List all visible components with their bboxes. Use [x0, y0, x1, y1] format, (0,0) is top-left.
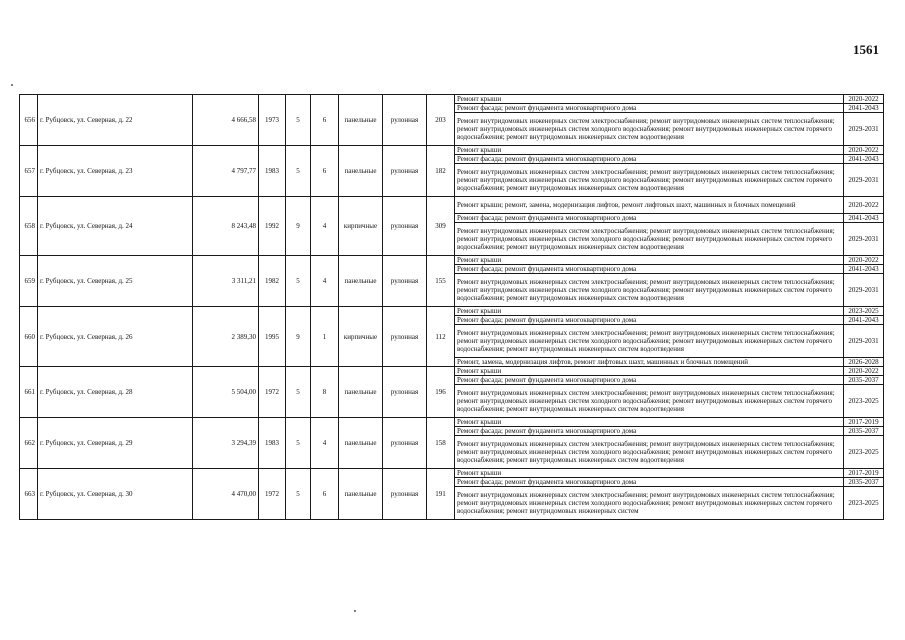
address-cell: г. Рубцовск, ул. Северная, д. 24 — [38, 197, 193, 256]
entrances-cell: 4 — [311, 256, 339, 307]
area-cell: 4 666,58 — [193, 95, 259, 146]
residents-cell: 158 — [427, 418, 455, 469]
work-type-cell: Ремонт крыши — [455, 367, 844, 376]
table-row — [20, 95, 884, 104]
row-number: 663 — [20, 469, 38, 520]
period-cell: 2041-2043 — [844, 265, 884, 274]
entrances-cell: 6 — [311, 146, 339, 197]
floors-cell: 5 — [286, 256, 311, 307]
address-cell: г. Рубцовск, ул. Северная, д. 30 — [38, 469, 193, 520]
table-row — [20, 146, 884, 155]
row-number: 658 — [20, 197, 38, 256]
work-type-cell: Ремонт крыши — [455, 469, 844, 478]
year-cell: 1983 — [259, 418, 286, 469]
year-cell: 1972 — [259, 367, 286, 418]
residents-cell: 155 — [427, 256, 455, 307]
work-type-cell: Ремонт внутридомовых инженерных систем электроснабжения; ремонт внутридомовых инженерных систем теплоснабжения; ремонт внутридомовых инженерных систем холодного водоснабжения; ремонт внутридомовых инженерных систем горячего водоснабжения; ремонт внутридомовых инженерных систем водоотведения — [455, 164, 844, 197]
residents-cell: 196 — [427, 367, 455, 418]
work-type-cell: Ремонт крыши — [455, 256, 844, 265]
floors-cell: 5 — [286, 95, 311, 146]
period-cell: 2023-2025 — [844, 436, 884, 469]
work-type-cell: Ремонт, замена, модернизация лифтов, ремонт лифтовых шахт, машинных и блочных помещений — [455, 358, 844, 367]
address-cell: г. Рубцовск, ул. Северная, д. 29 — [38, 418, 193, 469]
table-row — [20, 367, 884, 376]
period-cell: 2026-2028 — [844, 358, 884, 367]
work-type-cell: Ремонт внутридомовых инженерных систем электроснабжения; ремонт внутридомовых инженерных систем теплоснабжения; ремонт внутридомовых инженерных систем холодного водоснабжения; ремонт внутридомовых инженерных систем горячего водоснабжения; ремонт внутридомовых инженерных систем водоотведения — [455, 274, 844, 307]
period-cell: 2023-2025 — [844, 385, 884, 418]
entrances-cell: 8 — [311, 367, 339, 418]
address-cell: г. Рубцовск, ул. Северная, д. 22 — [38, 95, 193, 146]
residents-cell: 182 — [427, 146, 455, 197]
address-cell: г. Рубцовск, ул. Северная, д. 26 — [38, 307, 193, 367]
entrances-cell: 6 — [311, 95, 339, 146]
floors-cell: 9 — [286, 307, 311, 367]
row-number: 660 — [20, 307, 38, 367]
wall-material-cell: кирпичные — [339, 307, 383, 367]
wall-material-cell: кирпичные — [339, 197, 383, 256]
row-number: 657 — [20, 146, 38, 197]
period-cell: 2035-2037 — [844, 427, 884, 436]
area-cell: 2 389,30 — [193, 307, 259, 367]
housing-repair-table — [19, 94, 884, 520]
roof-type-cell: рулонная — [383, 418, 427, 469]
period-cell: 2035-2037 — [844, 478, 884, 487]
area-cell: 3 294,39 — [193, 418, 259, 469]
residents-cell: 191 — [427, 469, 455, 520]
period-cell: 2017-2019 — [844, 469, 884, 478]
period-cell: 2023-2025 — [844, 307, 884, 316]
work-type-cell: Ремонт внутридомовых инженерных систем электроснабжения; ремонт внутридомовых инженерных систем теплоснабжения; ремонт внутридомовых инженерных систем холодного водоснабжения; ремонт внутридомовых инженерных систем горячего водоснабжения; ремонт внутридомовых инженерных систем — [455, 487, 844, 520]
entrances-cell: 4 — [311, 197, 339, 256]
address-cell: г. Рубцовск, ул. Северная, д. 23 — [38, 146, 193, 197]
entrances-cell: 1 — [311, 307, 339, 367]
period-cell: 2020-2022 — [844, 256, 884, 265]
period-cell: 2029-2031 — [844, 325, 884, 358]
wall-material-cell: панельные — [339, 256, 383, 307]
table-row — [20, 307, 884, 316]
work-type-cell: Ремонт внутридомовых инженерных систем электроснабжения; ремонт внутридомовых инженерных систем теплоснабжения; ремонт внутридомовых инженерных систем холодного водоснабжения; ремонт внутридомовых инженерных систем горячего водоснабжения; ремонт внутридомовых инженерных систем водоотведения — [455, 385, 844, 418]
year-cell: 1983 — [259, 146, 286, 197]
work-type-cell: Ремонт фасада; ремонт фундамента многоквартирного дома — [455, 427, 844, 436]
area-cell: 4 470,00 — [193, 469, 259, 520]
period-cell: 2029-2031 — [844, 164, 884, 197]
floors-cell: 9 — [286, 197, 311, 256]
area-cell: 4 797,77 — [193, 146, 259, 197]
year-cell: 1982 — [259, 256, 286, 307]
address-cell: г. Рубцовск, ул. Северная, д. 28 — [38, 367, 193, 418]
floors-cell: 5 — [286, 418, 311, 469]
work-type-cell: Ремонт внутридомовых инженерных систем электроснабжения; ремонт внутридомовых инженерных систем теплоснабжения; ремонт внутридомовых инженерных систем холодного водоснабжения; ремонт внутридомовых инженерных систем горячего водоснабжения; ремонт внутридомовых инженерных систем водоотведения — [455, 436, 844, 469]
work-type-cell: Ремонт крыши — [455, 146, 844, 155]
table-row — [20, 469, 884, 478]
period-cell: 2020-2022 — [844, 95, 884, 104]
work-type-cell: Ремонт фасада; ремонт фундамента многоквартирного дома — [455, 155, 844, 164]
area-cell: 8 243,48 — [193, 197, 259, 256]
floors-cell: 5 — [286, 146, 311, 197]
wall-material-cell: панельные — [339, 95, 383, 146]
work-type-cell: Ремонт крыши — [455, 95, 844, 104]
period-cell: 2041-2043 — [844, 104, 884, 113]
roof-type-cell: рулонная — [383, 95, 427, 146]
work-type-cell: Ремонт внутридомовых инженерных систем электроснабжения; ремонт внутридомовых инженерных систем теплоснабжения; ремонт внутридомовых инженерных систем холодного водоснабжения; ремонт внутридомовых инженерных систем горячего водоснабжения; ремонт внутридомовых инженерных систем водоотведения — [455, 325, 844, 358]
work-type-cell: Ремонт фасада; ремонт фундамента многоквартирного дома — [455, 376, 844, 385]
period-cell: 2041-2043 — [844, 214, 884, 223]
period-cell: 2023-2025 — [844, 487, 884, 520]
area-cell: 5 504,00 — [193, 367, 259, 418]
year-cell: 1995 — [259, 307, 286, 367]
row-number: 661 — [20, 367, 38, 418]
work-type-cell: Ремонт крыши; ремонт, замена, модернизация лифтов, ремонт лифтовых шахт, машинных и блочных помещений — [455, 197, 844, 214]
roof-type-cell: рулонная — [383, 469, 427, 520]
address-cell: г. Рубцовск, ул. Северная, д. 25 — [38, 256, 193, 307]
period-cell: 2029-2031 — [844, 113, 884, 146]
wall-material-cell: панельные — [339, 367, 383, 418]
year-cell: 1972 — [259, 469, 286, 520]
period-cell: 2017-2019 — [844, 418, 884, 427]
period-cell: 2041-2043 — [844, 316, 884, 325]
scan-speck — [354, 610, 356, 612]
row-number: 659 — [20, 256, 38, 307]
roof-type-cell: рулонная — [383, 256, 427, 307]
roof-type-cell: рулонная — [383, 197, 427, 256]
table-row — [20, 197, 884, 214]
page-number: 1561 — [853, 42, 879, 57]
roof-type-cell: рулонная — [383, 367, 427, 418]
residents-cell: 112 — [427, 307, 455, 367]
roof-type-cell: рулонная — [383, 307, 427, 367]
period-cell: 2041-2043 — [844, 155, 884, 164]
year-cell: 1992 — [259, 197, 286, 256]
residents-cell: 309 — [427, 197, 455, 256]
year-cell: 1973 — [259, 95, 286, 146]
work-type-cell: Ремонт внутридомовых инженерных систем электроснабжения; ремонт внутридомовых инженерных систем теплоснабжения; ремонт внутридомовых инженерных систем холодного водоснабжения; ремонт внутридомовых инженерных систем горячего водоснабжения; ремонт внутридомовых инженерных систем водоотведения — [455, 223, 844, 256]
work-type-cell: Ремонт крыши — [455, 307, 844, 316]
floors-cell: 5 — [286, 367, 311, 418]
period-cell: 2029-2031 — [844, 223, 884, 256]
work-type-cell: Ремонт фасада; ремонт фундамента многоквартирного дома — [455, 316, 844, 325]
wall-material-cell: панельные — [339, 469, 383, 520]
work-type-cell: Ремонт фасада; ремонт фундамента многоквартирного дома — [455, 265, 844, 274]
work-type-cell: Ремонт фасада; ремонт фундамента многоквартирного дома — [455, 214, 844, 223]
work-type-cell: Ремонт фасада; ремонт фундамента многоквартирного дома — [455, 104, 844, 113]
period-cell: 2029-2031 — [844, 274, 884, 307]
period-cell: 2035-2037 — [844, 376, 884, 385]
row-number: 656 — [20, 95, 38, 146]
work-type-cell: Ремонт крыши — [455, 418, 844, 427]
area-cell: 3 311,21 — [193, 256, 259, 307]
entrances-cell: 4 — [311, 418, 339, 469]
entrances-cell: 6 — [311, 469, 339, 520]
period-cell: 2020-2022 — [844, 367, 884, 376]
residents-cell: 203 — [427, 95, 455, 146]
row-number: 662 — [20, 418, 38, 469]
wall-material-cell: панельные — [339, 146, 383, 197]
work-type-cell: Ремонт внутридомовых инженерных систем электроснабжения; ремонт внутридомовых инженерных систем теплоснабжения; ремонт внутридомовых инженерных систем холодного водоснабжения; ремонт внутридомовых инженерных систем горячего водоснабжения; ремонт внутридомовых инженерных систем водоотведения — [455, 113, 844, 146]
wall-material-cell: панельные — [339, 418, 383, 469]
table-row — [20, 256, 884, 265]
scan-speck — [11, 84, 13, 86]
table-row — [20, 418, 884, 427]
period-cell: 2020-2022 — [844, 197, 884, 214]
work-type-cell: Ремонт фасада; ремонт фундамента многоквартирного дома — [455, 478, 844, 487]
roof-type-cell: рулонная — [383, 146, 427, 197]
period-cell: 2020-2022 — [844, 146, 884, 155]
floors-cell: 5 — [286, 469, 311, 520]
